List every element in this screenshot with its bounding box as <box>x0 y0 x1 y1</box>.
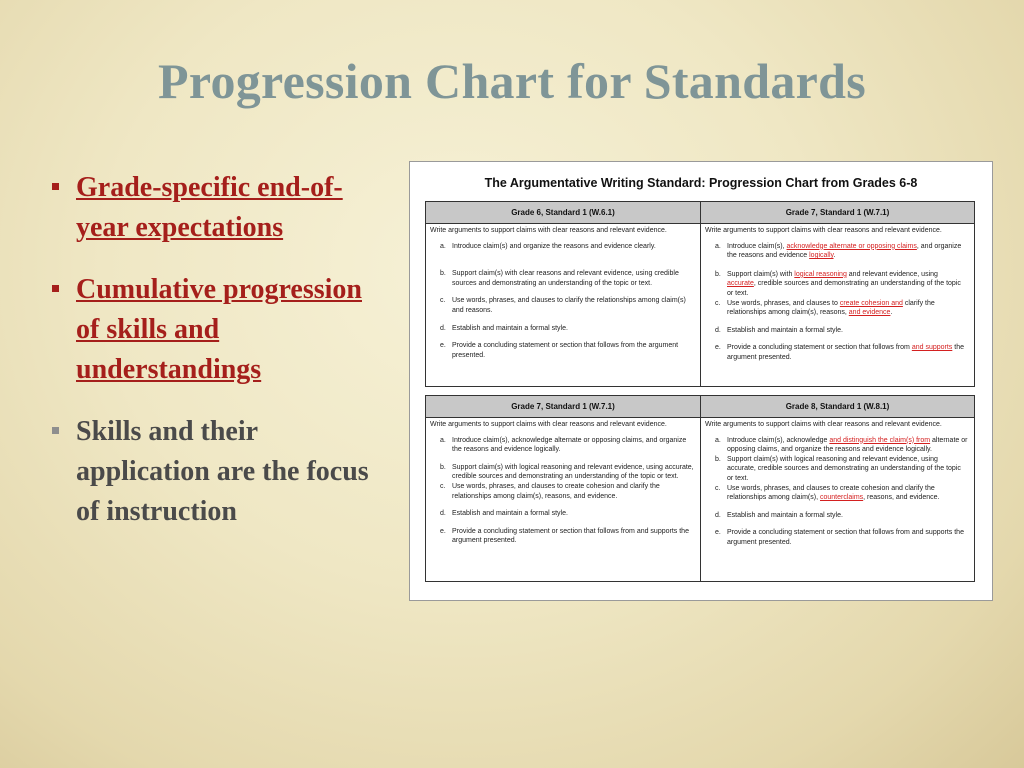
table-column <box>700 396 974 581</box>
column-body <box>426 418 700 548</box>
standard-intro: Write arguments to support claims with clear reasons and relevant evidence. <box>430 421 667 428</box>
table-column <box>700 202 974 386</box>
column-body <box>701 224 974 365</box>
list-item: b. Support claim(s) with logical reasoning and relevant evidence, using accurate, credible sources and demonstrating an understanding of the topic or text. <box>440 463 694 481</box>
list-item: b. Support claim(s) with logical reasoning and relevant evidence, using accurate, credible sources and demonstrating an understanding of the topic or text. <box>715 455 961 482</box>
standard-intro: Write arguments to support claims with clear reasons and relevant evidence. <box>705 227 942 234</box>
progression-chart-document <box>409 161 993 601</box>
list-item: c. Use words, phrases, and clauses to clarify the relationships among claim(s) and reasons. <box>440 297 686 314</box>
bullet-item <box>50 168 390 248</box>
square-bullet-icon <box>52 183 59 190</box>
list-item: d. Establish and maintain a formal style. <box>715 511 843 519</box>
list-item: e. Provide a concluding statement or section that follows from and supports the argument presented. <box>715 529 964 546</box>
list-item: e. Provide a concluding statement or section that follows from and supports the argument presented. <box>440 527 689 545</box>
column-body <box>426 224 700 362</box>
list-item: c. Use words, phrases, and clauses to create cohesion and clarify the relationships among claim(s), counterclaims, reasons, and evidence. <box>715 484 940 502</box>
table-column <box>426 202 700 386</box>
square-bullet-icon <box>52 427 59 434</box>
table-column <box>426 396 700 581</box>
square-bullet-icon <box>52 285 59 292</box>
list-item: c. Use words, phrases, and clauses to create cohesion and clarify the relationships among claim(s), reasons, and evidence. <box>715 299 935 317</box>
list-item: b. Support claim(s) with logical reasoning and relevant evidence, using accurate, credible sources and demonstrating an understanding of the topic or text. <box>715 270 961 297</box>
list-item: a. Introduce claim(s), acknowledge and distinguish the claim(s) from alternate or opposing claims, and organize the reasons and evidence logically. <box>715 436 968 454</box>
standard-intro: Write arguments to support claims with clear reasons and relevant evidence. <box>430 227 667 234</box>
bullet-text: Grade-specific end-of-year expectations <box>76 172 343 243</box>
document-title: The Argumentative Writing Standard: Progression Chart from Grades 6-8 <box>484 176 918 190</box>
column-header: Grade 7, Standard 1 (W.7.1) <box>426 396 700 418</box>
column-header: Grade 8, Standard 1 (W.8.1) <box>701 396 974 418</box>
bullet-item <box>50 270 390 390</box>
list-item: a. Introduce claim(s) and organize the reasons and evidence clearly. <box>440 242 656 250</box>
bullet-text: Skills and their application are the focus of instruction <box>76 416 369 527</box>
list-item: c. Use words, phrases, and clauses to create cohesion and clarify the relationships among claim(s), reasons, and evidence. <box>440 482 660 500</box>
bullet-text: Cumulative progression of skills and understandings <box>76 274 362 385</box>
standard-intro: Write arguments to support claims with clear reasons and relevant evidence. <box>705 421 942 428</box>
bullet-list <box>50 168 390 554</box>
slide-title: Progression Chart for Standards <box>158 53 866 109</box>
comparison-table-grade6-7 <box>425 201 975 387</box>
column-header: Grade 7, Standard 1 (W.7.1) <box>701 202 974 224</box>
list-item: a. Introduce claim(s), acknowledge alternate or opposing claims, and organize the reasons and evidence logically. <box>715 242 962 260</box>
list-item: b. Support claim(s) with clear reasons and relevant evidence, using credible sources and demonstrating an understanding of the topic or text. <box>440 270 679 287</box>
list-item: e. Provide a concluding statement or section that follows from the argument presented. <box>440 342 679 359</box>
list-item: a. Introduce claim(s), acknowledge alternate or opposing claims, and organize the reasons and evidence logically. <box>440 436 687 454</box>
list-item: d. Establish and maintain a formal style. <box>440 510 568 518</box>
bullet-item <box>50 412 390 532</box>
list-item: d. Establish and maintain a formal style. <box>440 324 568 332</box>
list-item: d. Establish and maintain a formal style. <box>715 326 843 334</box>
column-body <box>701 418 974 550</box>
column-header: Grade 6, Standard 1 (W.6.1) <box>426 202 700 224</box>
comparison-table-grade7-8 <box>425 395 975 582</box>
list-item: e. Provide a concluding statement or section that follows from and supports the argument presented. <box>715 344 964 361</box>
